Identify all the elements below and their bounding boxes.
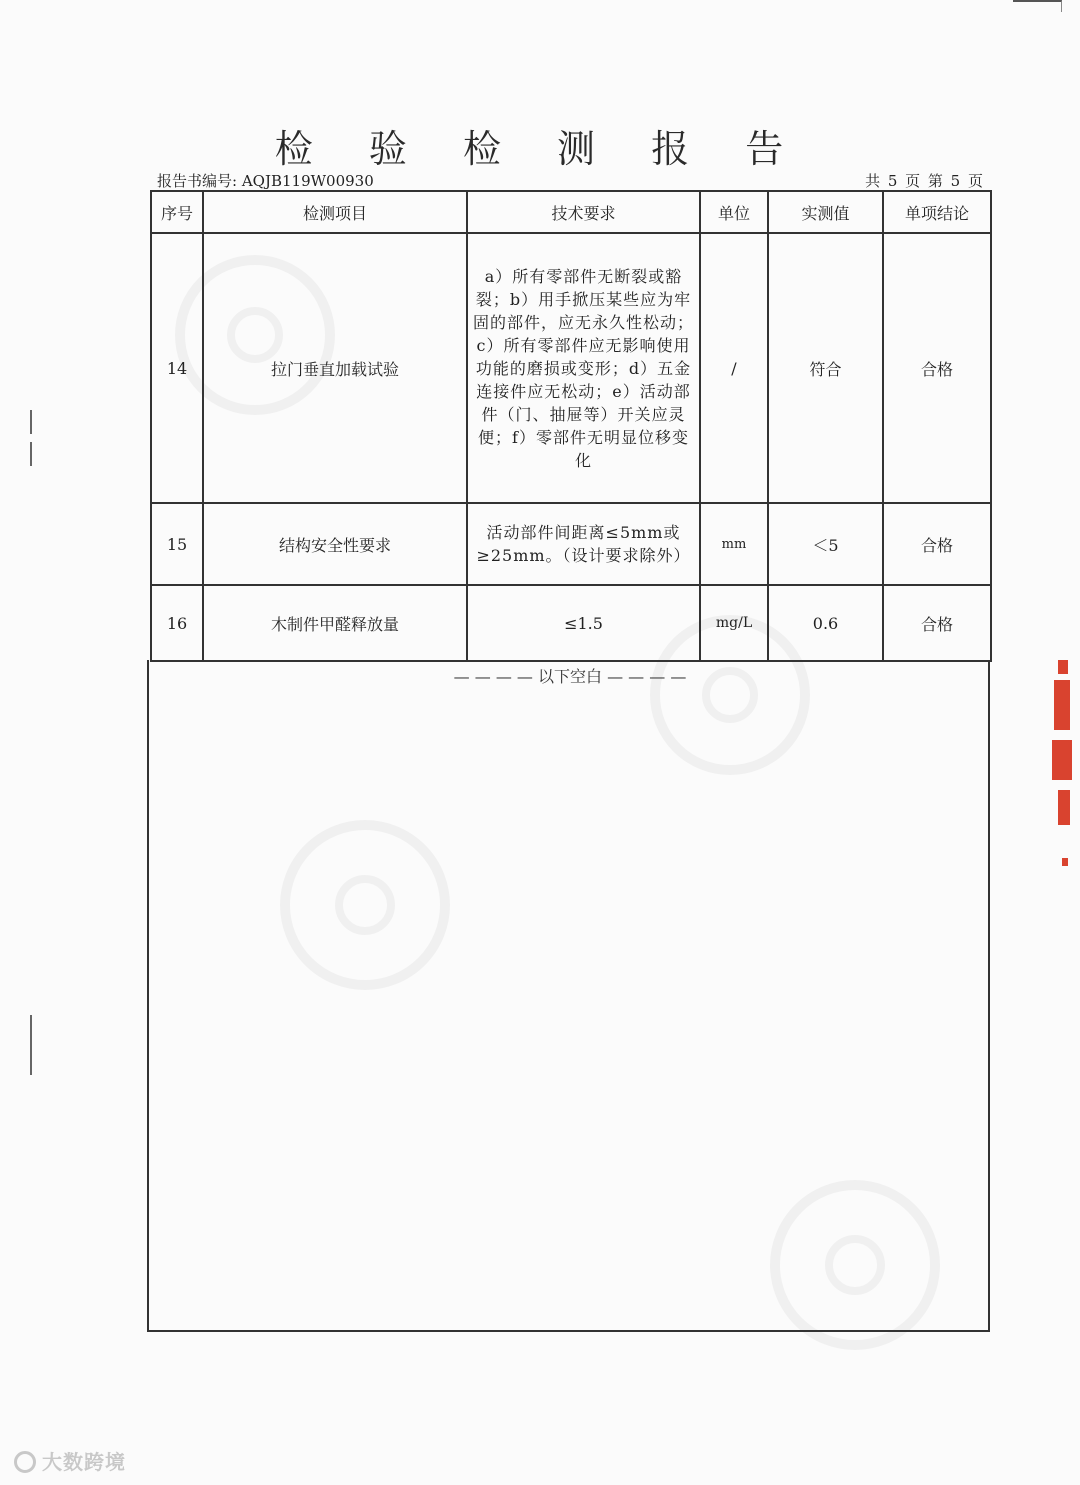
- cell-requirement: ≤1.5: [467, 585, 700, 661]
- header-conclusion: 单项结论: [883, 191, 991, 233]
- cell-requirement: a）所有零部件无断裂或豁裂；b）用手掀压某些应为牢固的部件，应无永久性松动；c）所有零部件应无影响使用功能的磨损或变形；d）五金连接件应无松动；e）活动部件（门、抽屉等）开关应灵便；f）零部件无明显位移变化: [467, 233, 700, 503]
- table-row: [151, 585, 991, 661]
- inspection-table: [150, 190, 992, 662]
- table-row: [151, 503, 991, 585]
- cell-requirement: 活动部件间距离≤5mm或≥25mm。（设计要求除外）: [467, 503, 700, 585]
- binding-mark: [30, 410, 32, 434]
- page-edge: [1013, 0, 1062, 12]
- cell-unit: mm: [700, 503, 768, 585]
- binding-mark: [30, 1015, 32, 1075]
- header-measured: 实测值: [768, 191, 883, 233]
- cell-unit: /: [700, 233, 768, 503]
- cell-measured: ＜5: [768, 503, 883, 585]
- cell-no: 14: [151, 233, 203, 503]
- cell-measured: 符合: [768, 233, 883, 503]
- cell-conclusion: 合格: [883, 585, 991, 661]
- page-counter: 共 5 页 第 5 页: [865, 172, 983, 190]
- cell-no: 15: [151, 503, 203, 585]
- cell-conclusion: 合格: [883, 503, 991, 585]
- cell-conclusion: 合格: [883, 233, 991, 503]
- brand-watermark: [14, 1446, 126, 1475]
- document-title: 检 验 检 测 报 告: [274, 127, 806, 171]
- header-no: 序号: [151, 191, 203, 233]
- table-header-row: [151, 191, 991, 233]
- blank-area: [147, 660, 990, 1332]
- blank-below-note: — — — — 以下空白 — — — —: [453, 667, 687, 686]
- cell-unit: mg/L: [700, 585, 768, 661]
- red-seal-edge: [1044, 660, 1074, 870]
- brand-name: 大数跨境: [42, 1450, 126, 1474]
- report-number: 报告书编号: AQJB119W00930: [157, 172, 374, 190]
- cell-item: 木制件甲醛释放量: [203, 585, 467, 661]
- header-requirement: 技术要求: [467, 191, 700, 233]
- header-unit: 单位: [700, 191, 768, 233]
- cell-item: 拉门垂直加载试验: [203, 233, 467, 503]
- cell-measured: 0.6: [768, 585, 883, 661]
- cell-item: 结构安全性要求: [203, 503, 467, 585]
- brand-logo-icon: [14, 1451, 36, 1473]
- binding-mark: [30, 442, 32, 466]
- header-item: 检测项目: [203, 191, 467, 233]
- cell-no: 16: [151, 585, 203, 661]
- table-row: [151, 233, 991, 503]
